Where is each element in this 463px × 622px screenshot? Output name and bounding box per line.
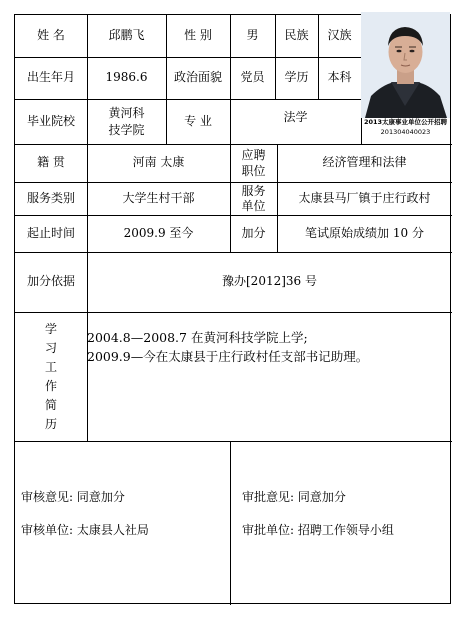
school-value-line: 黄河科 (108, 105, 145, 120)
position-label (230, 144, 277, 182)
gender-label: 性 别 (184, 28, 212, 43)
portrait-image (361, 12, 450, 118)
resume-label-char: 习 (44, 340, 57, 355)
photo-caption-number: 201304040023 (380, 128, 431, 136)
gender-value: 男 (246, 28, 259, 43)
position-label-line: 应聘 (241, 148, 266, 162)
education-label: 学历 (284, 70, 309, 85)
resume-content (87, 328, 447, 366)
resume-label-char: 学 (44, 321, 57, 336)
period-label: 起止时间 (26, 225, 75, 240)
politics-value: 党员 (240, 70, 265, 85)
service-unit-value: 太康县马厂镇于庄行政村 (298, 190, 431, 205)
photo-caption-title: 2013太康事业单位公开招聘 (363, 118, 448, 126)
name-label: 姓 名 (37, 28, 65, 43)
name-value: 邱鹏飞 (108, 28, 145, 43)
bonus-basis-label: 加分依据 (26, 274, 75, 289)
service-type-label: 服务类别 (26, 190, 75, 205)
bonus-label: 加分 (241, 225, 266, 240)
resume-label-char: 简 (44, 397, 57, 412)
position-label-line: 职位 (241, 164, 266, 178)
school-label: 毕业院校 (26, 113, 75, 128)
service-unit-label-line: 单位 (241, 198, 266, 213)
approve-unit: 审批单位: 招聘工作领导小组 (242, 523, 394, 537)
education-value: 本科 (327, 70, 352, 85)
resume-label-char: 工 (44, 359, 57, 374)
review-unit: 审核单位: 太康县人社局 (21, 523, 149, 537)
resume-label-char: 作 (44, 378, 57, 393)
bonus-value: 笔试原始成绩加 10 分 (305, 225, 424, 240)
major-value: 法学 (283, 110, 308, 125)
approve-opinion: 审批意见: 同意加分 (242, 490, 346, 504)
school-value-line: 技学院 (108, 122, 145, 137)
position-value: 经济管理和法律 (322, 155, 407, 170)
service-type-value: 大学生村干部 (122, 190, 195, 205)
politics-label: 政治面貌 (173, 70, 222, 85)
applicant-photo (361, 12, 450, 118)
birth-value: 1986.6 (105, 70, 148, 85)
photo-caption (361, 117, 450, 139)
period-value: 2009.9 至今 (123, 225, 194, 240)
school-value (87, 99, 166, 144)
resume-label-char: 历 (44, 416, 57, 431)
ethnicity-label: 民族 (284, 28, 309, 43)
resume-label (15, 312, 87, 441)
resume-line: 2004.8—2008.7 在黄河科技学院上学; (87, 330, 308, 345)
review-opinion: 审核意见: 同意加分 (21, 490, 125, 504)
birth-label: 出生年月 (26, 70, 75, 85)
service-unit-label (230, 182, 277, 215)
ethnicity-value: 汉族 (327, 28, 352, 43)
native-place-value: 河南 太康 (132, 155, 185, 170)
major-label: 专 业 (184, 113, 212, 128)
row-divider (15, 441, 452, 442)
bonus-basis-value: 豫办[2012]36 号 (222, 274, 317, 289)
resume-line: 2009.9—今在太康县于庄行政村任支部书记助理。 (87, 349, 369, 364)
service-unit-label-line: 服务 (241, 183, 266, 198)
col-divider (230, 441, 231, 605)
native-place-label: 籍 贯 (37, 155, 65, 170)
